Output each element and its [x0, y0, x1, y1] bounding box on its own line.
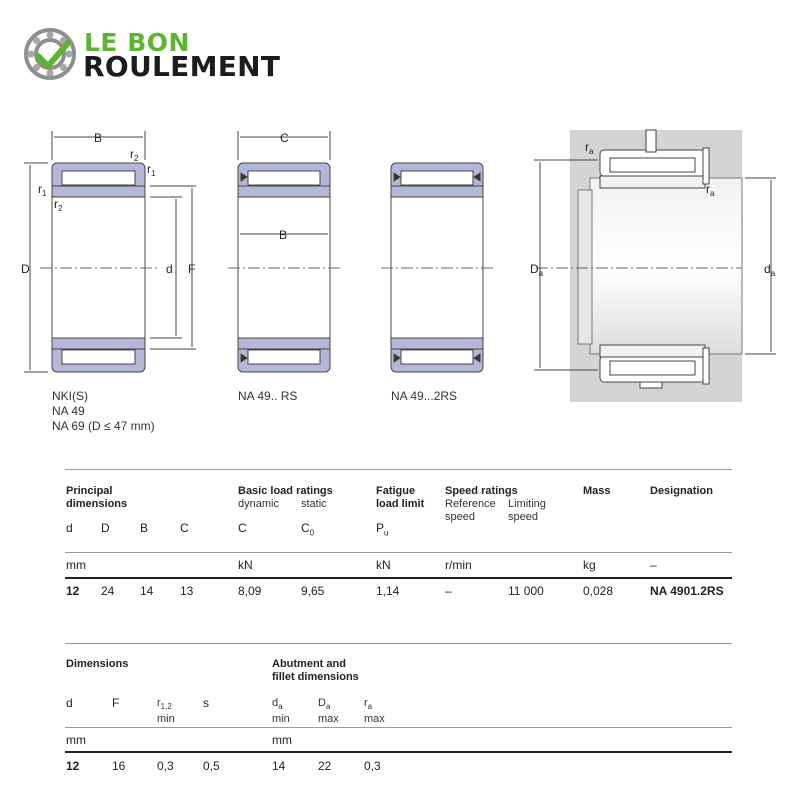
row-D: 24	[101, 584, 115, 598]
label-da: $d_a$	[764, 262, 776, 278]
inner-ring-top	[52, 186, 145, 197]
sym2-r12: $r_{1,2}$ min	[157, 697, 175, 726]
sym2-F: F	[112, 696, 120, 710]
sym-d: d	[66, 521, 73, 535]
inner-ring-bottom	[52, 338, 145, 349]
row2-F: 16	[112, 759, 126, 773]
label-r-2a: $r_2$	[130, 147, 139, 163]
sym2-s: s	[203, 696, 209, 710]
shaft	[590, 178, 742, 354]
unit2-mm-1: mm	[66, 733, 86, 747]
hdr-designation: Designation	[650, 485, 713, 497]
row-Pu: 1,14	[376, 584, 400, 598]
drawing-nki	[24, 131, 196, 372]
label-r-2b: $r_2$	[54, 197, 63, 213]
row-B: 14	[140, 584, 154, 598]
hdr-speed: Speed ratings	[445, 485, 518, 497]
hdr-basic-load: Basic load ratings	[238, 485, 333, 497]
logo-line1: LE BON	[84, 28, 190, 57]
drawing-mounting	[534, 130, 776, 402]
sym-B: B	[140, 521, 149, 535]
row2-s: 0,5	[203, 759, 220, 773]
roller-top	[62, 171, 135, 185]
drawing-rs	[228, 131, 340, 372]
unit-rmin: r/min	[445, 558, 472, 572]
label-r-1b: $r_1$	[38, 182, 47, 198]
unit-dash: –	[650, 558, 657, 572]
row-mass: 0,028	[583, 584, 614, 598]
row-C: 13	[180, 584, 194, 598]
drawing-2rs	[381, 163, 493, 372]
row2-r12: 0,3	[157, 759, 174, 773]
label-r-1a: $r_1$	[147, 162, 156, 178]
hdr-reference: Reference speed	[445, 498, 496, 523]
sym2-Da: $D_a$ max	[318, 697, 339, 726]
sym-D: D	[101, 521, 110, 535]
label-F: F	[188, 262, 196, 276]
label-ra-right: $r_a$	[706, 182, 715, 198]
hdr-mass: Mass	[583, 485, 611, 497]
caption-rs: NA 49.. RS	[238, 389, 298, 403]
row2-ra: 0,3	[364, 759, 381, 773]
row-ref-speed: –	[445, 584, 452, 598]
sym2-da: $d_a$ min	[272, 697, 290, 726]
sym-C: C	[180, 521, 189, 535]
label-d: d	[166, 262, 173, 276]
unit-mm: mm	[66, 558, 86, 572]
row-d: 12	[66, 584, 80, 598]
logo-line2: ROULEMENT	[83, 50, 281, 83]
sym2-d: d	[66, 696, 73, 710]
label-B: B	[94, 131, 103, 145]
row-C-dyn: 8,09	[238, 584, 262, 598]
caption-nki-line2: NA 49	[52, 404, 85, 418]
hdr-fatigue: Fatigue load limit	[376, 485, 425, 510]
roller-bottom	[62, 350, 135, 364]
unit-kN-1: kN	[238, 558, 253, 572]
row2-d: 12	[66, 759, 80, 773]
label-B-2: B	[279, 228, 288, 242]
row-designation: NA 4901.2RS	[650, 584, 724, 598]
sym-Pu: $P_u$	[376, 521, 389, 538]
caption-nki	[52, 389, 155, 434]
caption-2rs: NA 49...2RS	[391, 389, 458, 403]
sym-C-dyn: C	[238, 521, 247, 535]
row-C0: 9,65	[301, 584, 325, 598]
hdr-dimensions: Dimensions	[66, 658, 129, 670]
unit-kg: kg	[583, 558, 596, 572]
row2-Da: 22	[318, 759, 332, 773]
hdr-abutment: Abutment and fillet dimensions	[272, 658, 359, 683]
hdr-limiting: Limiting speed	[508, 498, 546, 523]
unit2-mm-2: mm	[272, 733, 292, 747]
row-lim-speed: 11 000	[508, 584, 544, 598]
hdr-dynamic: dynamic	[238, 498, 279, 510]
row2-da: 14	[272, 759, 286, 773]
hdr-principal: Principal dimensions	[66, 485, 128, 510]
label-ra-top: $r_a$	[585, 140, 594, 156]
unit-kN-2: kN	[376, 558, 391, 572]
label-C: C	[280, 131, 289, 145]
caption-nki-line1: NKI(S)	[52, 389, 88, 403]
caption-nki-line3: NA 69 (D ≤ 47 mm)	[52, 419, 155, 433]
sym2-ra: $r_a$ max	[364, 697, 385, 726]
hdr-static: static	[301, 498, 327, 510]
label-D: D	[21, 262, 30, 276]
label-Da: $D_a$	[530, 262, 544, 278]
sym-C0: $C_0$	[301, 521, 315, 538]
